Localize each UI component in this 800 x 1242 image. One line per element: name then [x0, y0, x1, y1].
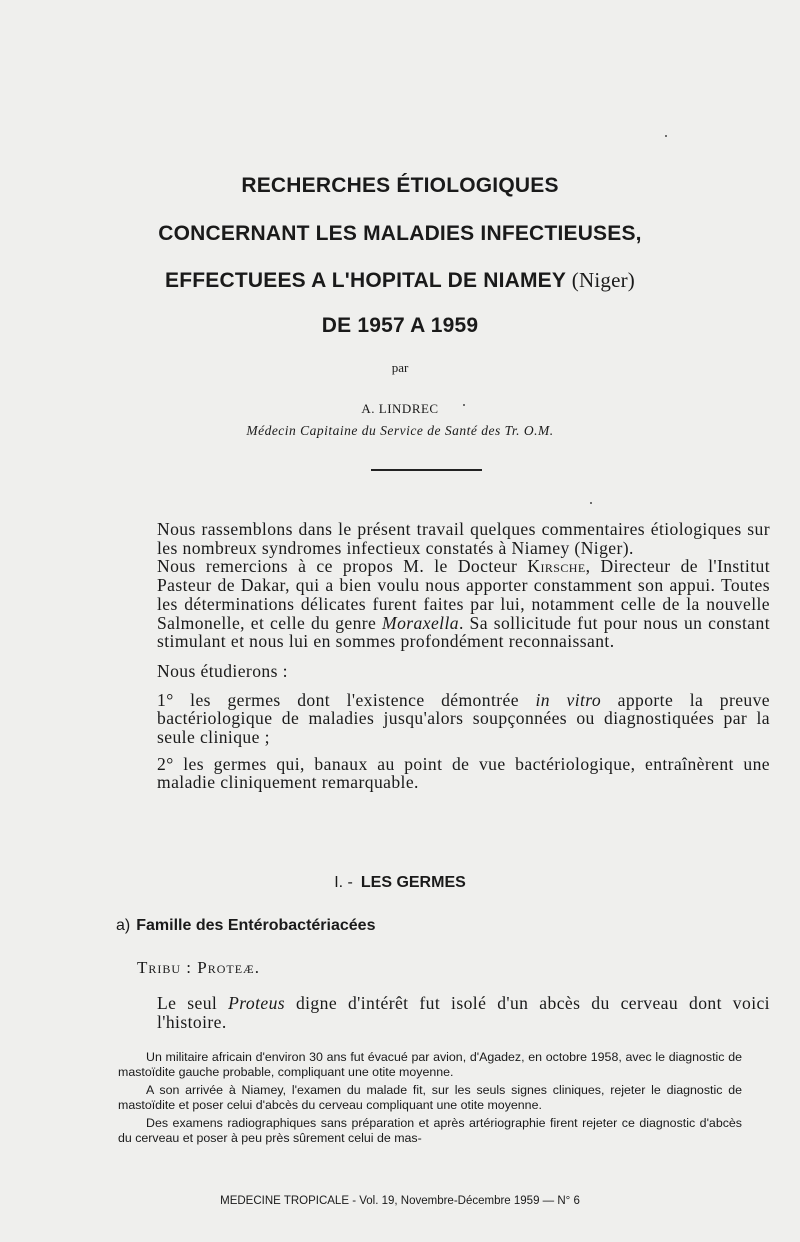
intro-p2-before: Nous remercions à ce propos M. le Docteur: [157, 556, 528, 577]
intro-paragraph-2: [157, 557, 770, 651]
author-affiliation: Médecin Capitaine du Service de Santé des Tr. O.M.: [246, 423, 554, 438]
byline-par: par: [391, 360, 409, 375]
author-name: A. LINDREC: [361, 401, 439, 416]
genus-name: Moraxella: [382, 612, 459, 633]
list-item-1-number: 1°: [157, 689, 174, 710]
journal-footer: MEDECINE TROPICALE - Vol. 19, Novembre-Décembre 1959 — N° 6: [220, 1195, 580, 1207]
section-heading: [100, 874, 700, 892]
proteus-paragraph: [157, 994, 770, 1031]
title-line-1: RECHERCHES ÉTIOLOGIQUES: [241, 174, 559, 197]
director-name: Kirsche: [527, 556, 586, 577]
list-item-1-after: apporte la preuve bactériologique de maladies jusqu'alors soupçonnées ou diagnostiquées par la seule clinique ;: [157, 689, 771, 748]
proteus-before: Le seul: [157, 993, 229, 1013]
case-paragraph-3: Des examens radiographiques sans préparation et après artériographie firent rejeter ce diagnostic d'abcès du cerveau et poser à peu près sûrement celui de mas-: [118, 1116, 742, 1145]
print-speck: [463, 404, 465, 406]
title-line-2: CONCERNANT LES MALADIES INFECTIEUSES,: [158, 222, 642, 245]
list-item-1-italic: in vitro: [535, 689, 602, 710]
list-item-1: [157, 691, 770, 747]
list-item-1-before: les germes dont l'existence démontrée: [173, 689, 536, 710]
intro-p2-after: . Sa sollicitude fut pour nous un constant stimulant et nous lui en sommes profondément reconnaissant.: [157, 612, 770, 652]
title-line-3-main: EFFECTUEES A L'HOPITAL DE NIAMEY: [165, 269, 566, 292]
case-report: [118, 1050, 742, 1146]
case-paragraph-2: A son arrivée à Niamey, l'examen du malade fit, sur les seuls signes cliniques, rejeter le diagnostic de mastoïdite et poser celui d'abcès du cerveau compliquant une otite moyenne.: [118, 1083, 742, 1112]
print-speck: [590, 502, 592, 504]
proteus-text: [157, 994, 770, 1031]
intro-p2-mid: , Directeur de l'Institut Pasteur de Dakar, qui a bien voulu nous apporter constamment son appui. Toutes les déterminations délicates furent faites par lui, notamment celle de la nouvelle Salmonelle, et celle du genre: [157, 556, 770, 633]
list-item-2: [157, 755, 770, 792]
title-line-3-niger: (Niger): [571, 268, 635, 292]
list-item-2-number: 2°: [157, 753, 174, 774]
section-title: LES GERMES: [360, 874, 466, 891]
title-divider: [371, 469, 482, 471]
intro-section: [157, 520, 770, 792]
print-speck: [665, 135, 667, 137]
list-item-2-text: les germes qui, banaux au point de vue bactériologique, entraînèrent une maladie cliniquement remarquable.: [157, 753, 770, 793]
proteus-genus: Proteus: [228, 993, 286, 1013]
proteus-after: digne d'intérêt fut isolé d'un abcès du cerveau dont voici l'histoire.: [157, 993, 770, 1032]
intro-paragraph-3: Nous étudierons :: [157, 660, 288, 681]
case-paragraph-1: Un militaire africain d'environ 30 ans fut évacué par avion, d'Agadez, en octobre 1958, avec le diagnostic de mastoïdite gauche probable, compliquant une otite moyenne.: [118, 1050, 742, 1079]
title-line-4: DE 1957 A 1959: [321, 314, 479, 337]
subsection-title: Famille des Entérobactériacées: [136, 917, 376, 934]
section-number: I. -: [334, 874, 353, 891]
intro-paragraph-1: Nous rassemblons dans le présent travail quelques commentaires étiologiques sur les nombreux syndromes infectieux constatés à Niamey (Niger).: [157, 519, 770, 558]
tribe-heading: Tribu : Proteæ.: [137, 958, 260, 977]
subsection-label: a): [116, 917, 131, 934]
subsection-heading: [116, 917, 375, 935]
title-line-3: [100, 268, 700, 293]
